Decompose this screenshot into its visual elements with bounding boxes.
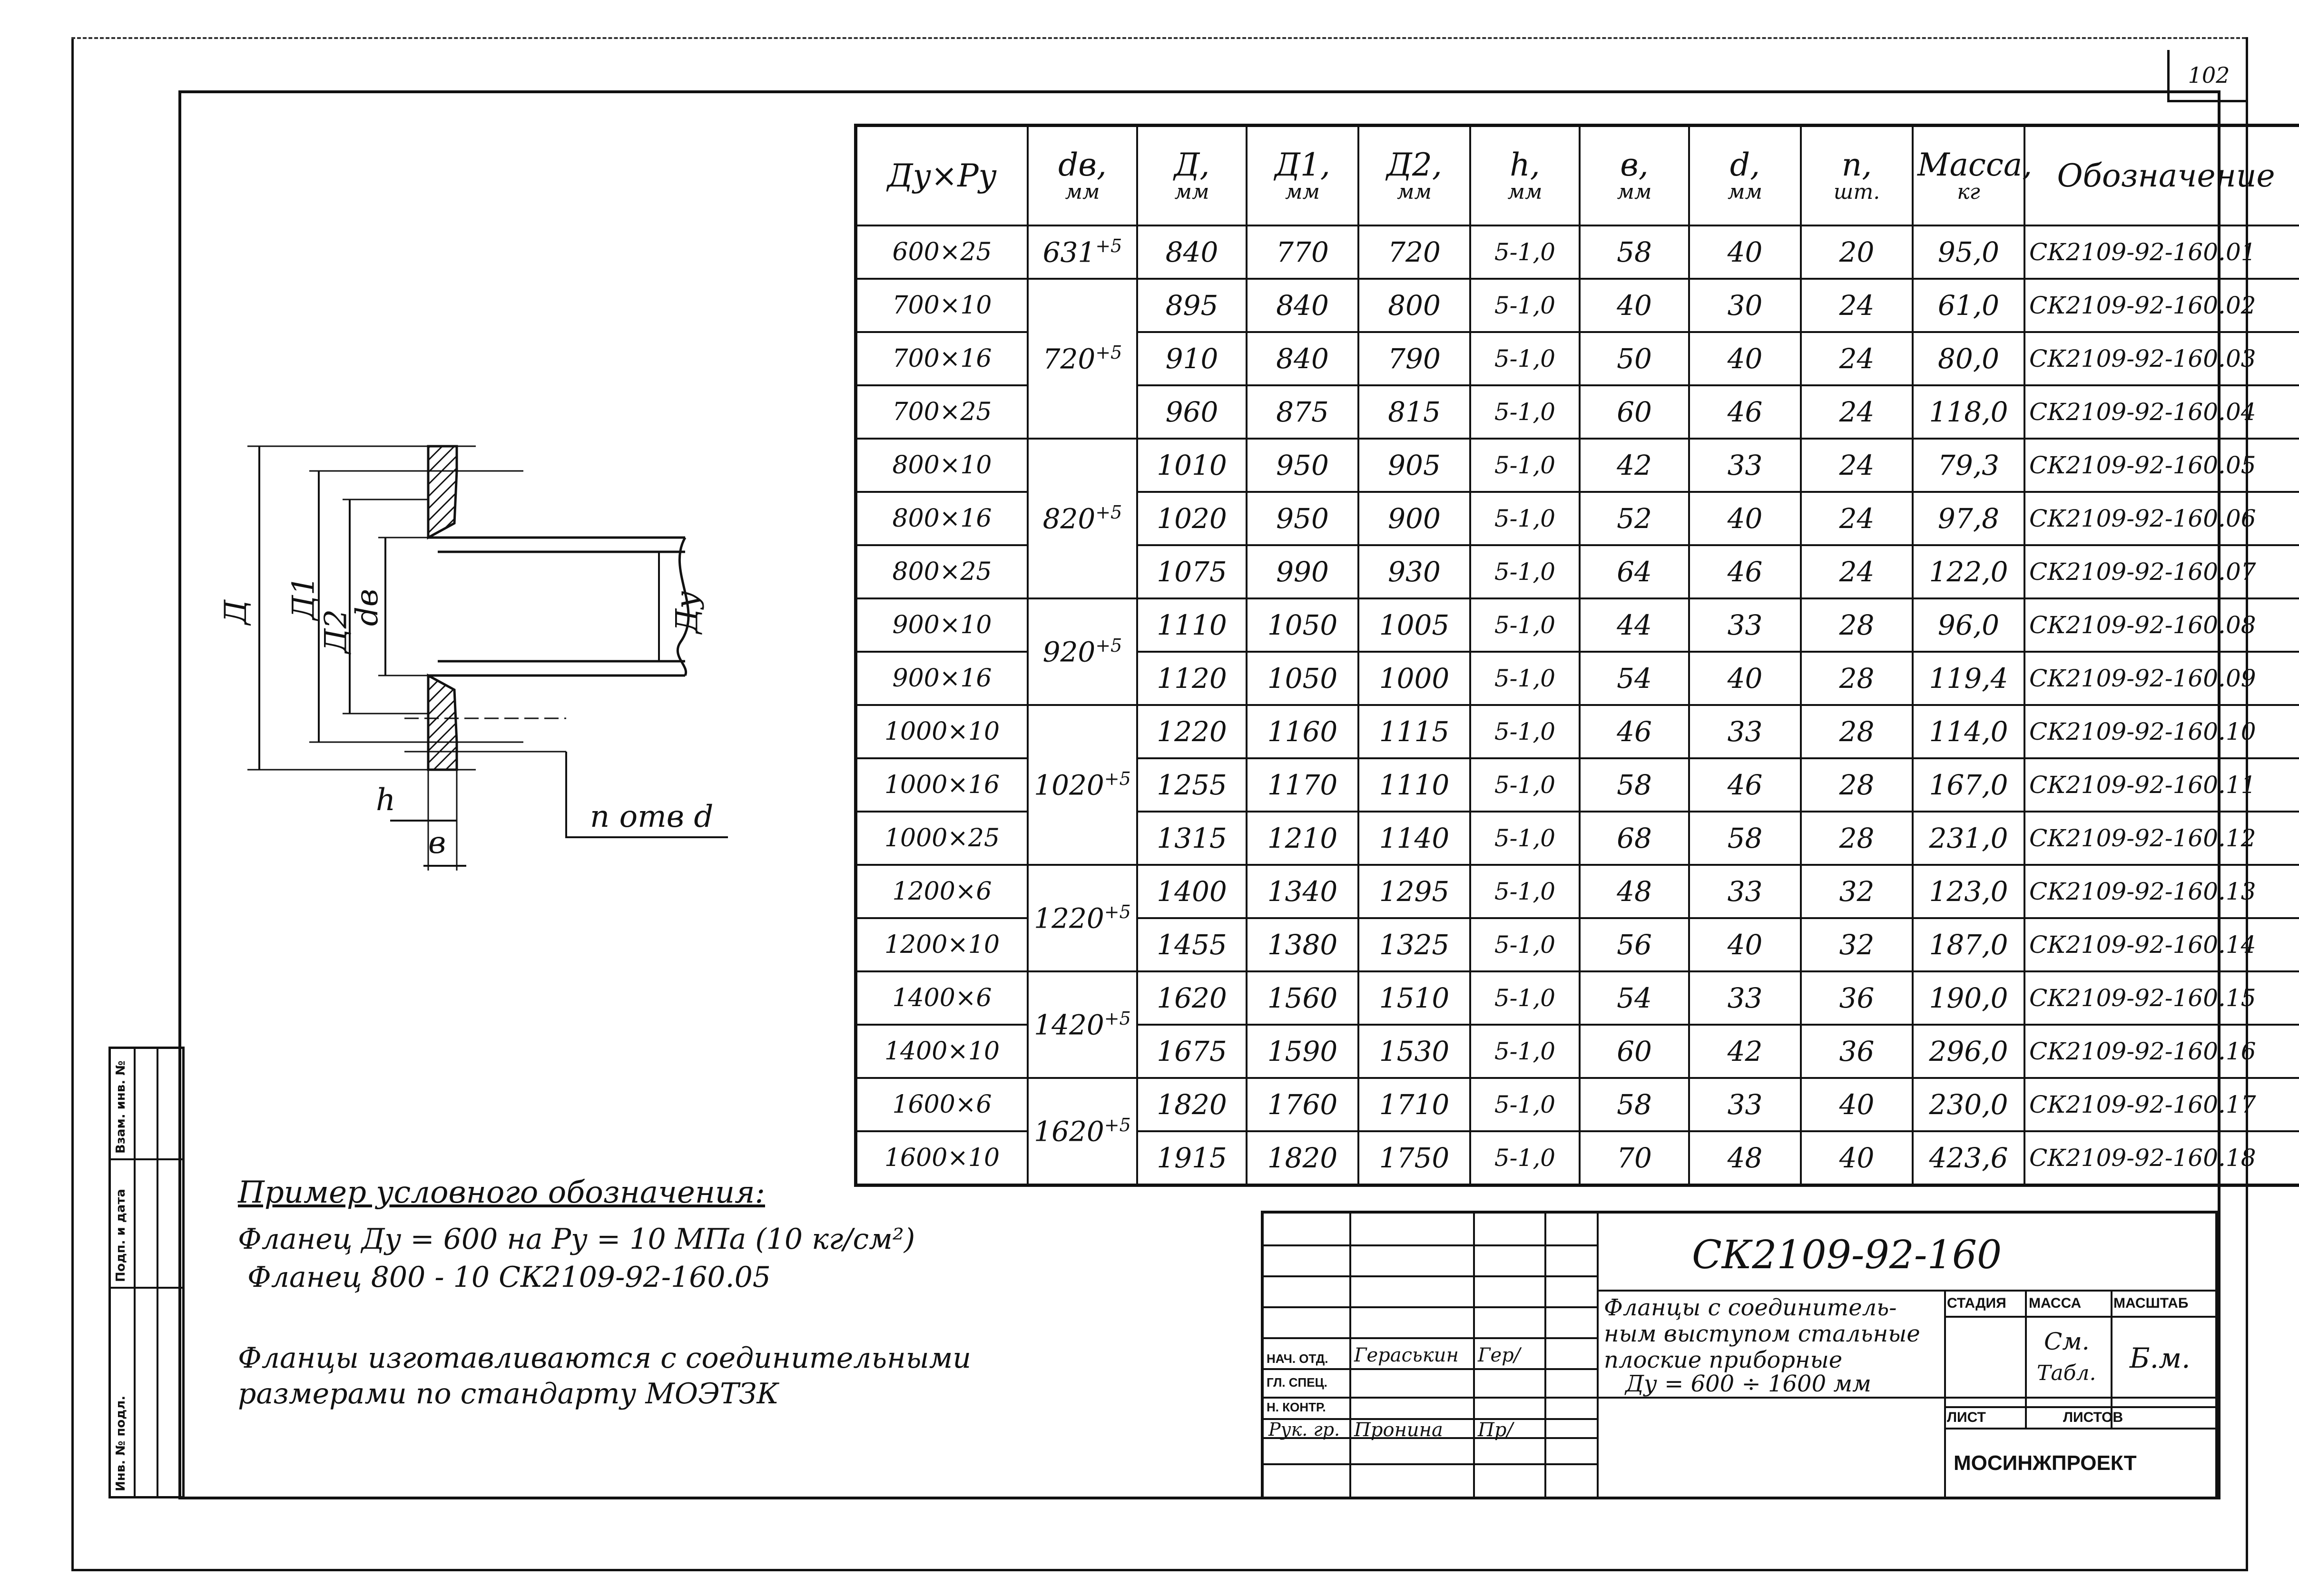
header-n: n, шт. bbox=[1801, 126, 1913, 226]
header-designation: Обозначение bbox=[2024, 126, 2299, 226]
cell-h: 5-1,0 bbox=[1470, 332, 1580, 385]
cell-b: 54 bbox=[1580, 971, 1689, 1025]
cell-D: 1010 bbox=[1137, 439, 1247, 492]
cell-d: 42 bbox=[1689, 1025, 1801, 1078]
cell-b: 52 bbox=[1580, 492, 1689, 545]
cell-D2: 1000 bbox=[1358, 652, 1470, 705]
cell-dn: 1400×10 bbox=[856, 1025, 1028, 1078]
table-row bbox=[856, 865, 2299, 918]
cell-n: 28 bbox=[1801, 705, 1913, 758]
signer-role: Н. КОНТР. bbox=[1267, 1400, 1326, 1414]
header-dv: dв, мм bbox=[1028, 126, 1137, 226]
cell-D2: 790 bbox=[1358, 332, 1470, 385]
cell-D1: 990 bbox=[1247, 545, 1358, 598]
cell-dv: $1620^{+5}$ bbox=[1028, 1078, 1137, 1185]
cell-mass: 79,3 bbox=[1913, 439, 2024, 492]
table-row bbox=[856, 225, 2299, 279]
label-Dy: Ду bbox=[669, 591, 705, 634]
cell-b: 54 bbox=[1580, 652, 1689, 705]
cell-dn: 800×16 bbox=[856, 492, 1028, 545]
cell-D2: 1750 bbox=[1358, 1131, 1470, 1185]
cell-n: 28 bbox=[1801, 652, 1913, 705]
header-d: d, мм bbox=[1689, 126, 1801, 226]
cell-designation: СК2109-92-160.16 bbox=[2024, 1025, 2299, 1078]
stamp-replacement-inv: Взам. инв. № bbox=[114, 1060, 128, 1154]
cell-d: 58 bbox=[1689, 812, 1801, 865]
manufacture-note-line-2: размерами по стандарту МОЭТЗК bbox=[238, 1377, 779, 1410]
cell-dn: 900×10 bbox=[856, 598, 1028, 652]
flange-section-svg bbox=[190, 419, 809, 894]
cell-b: 48 bbox=[1580, 865, 1689, 918]
cell-designation: СК2109-92-160.12 bbox=[2024, 812, 2299, 865]
cell-b: 46 bbox=[1580, 705, 1689, 758]
stage-label: СТАДИЯ bbox=[1947, 1295, 2006, 1311]
cell-n: 24 bbox=[1801, 545, 1913, 598]
cell-mass: 230,0 bbox=[1913, 1078, 2024, 1131]
cell-d: 40 bbox=[1689, 492, 1801, 545]
cell-D: 1455 bbox=[1137, 918, 1247, 971]
cell-designation: СК2109-92-160.10 bbox=[2024, 705, 2299, 758]
cell-dn: 700×16 bbox=[856, 332, 1028, 385]
cell-h: 5-1,0 bbox=[1470, 652, 1580, 705]
label-b: в bbox=[428, 825, 446, 861]
cell-designation: СК2109-92-160.01 bbox=[2024, 225, 2299, 279]
cell-designation: СК2109-92-160.14 bbox=[2024, 918, 2299, 971]
cell-D: 960 bbox=[1137, 385, 1247, 439]
cell-designation: СК2109-92-160.07 bbox=[2024, 545, 2299, 598]
header-h: h, мм bbox=[1470, 126, 1580, 226]
cell-D1: 1050 bbox=[1247, 598, 1358, 652]
cell-h: 5-1,0 bbox=[1470, 812, 1580, 865]
cell-D: 840 bbox=[1137, 225, 1247, 279]
cell-mass: 190,0 bbox=[1913, 971, 2024, 1025]
title-block bbox=[1261, 1211, 2218, 1499]
cell-mass: 231,0 bbox=[1913, 812, 2024, 865]
cell-mass: 97,8 bbox=[1913, 492, 2024, 545]
cell-D1: 840 bbox=[1247, 332, 1358, 385]
flange-upper-section bbox=[428, 446, 457, 538]
cell-D: 1255 bbox=[1137, 758, 1247, 812]
cell-D: 1820 bbox=[1137, 1078, 1247, 1131]
cell-D: 1400 bbox=[1137, 865, 1247, 918]
cell-h: 5-1,0 bbox=[1470, 598, 1580, 652]
cell-dn: 700×25 bbox=[856, 385, 1028, 439]
cell-designation: СК2109-92-160.06 bbox=[2024, 492, 2299, 545]
scale-value: Б.м. bbox=[2130, 1342, 2191, 1374]
cell-mass: 80,0 bbox=[1913, 332, 2024, 385]
cell-d: 40 bbox=[1689, 225, 1801, 279]
cell-designation: СК2109-92-160.11 bbox=[2024, 758, 2299, 812]
cell-dn: 800×10 bbox=[856, 439, 1028, 492]
label-dv: dв bbox=[350, 588, 385, 627]
cell-dn: 1200×10 bbox=[856, 918, 1028, 971]
cell-designation: СК2109-92-160.02 bbox=[2024, 279, 2299, 332]
cell-mass: 114,0 bbox=[1913, 705, 2024, 758]
example-line-1: Фланец Ду = 600 на Ру = 10 МПа (10 кг/см²) bbox=[238, 1223, 915, 1256]
cell-n: 40 bbox=[1801, 1078, 1913, 1131]
table-row bbox=[856, 439, 2299, 492]
cell-h: 5-1,0 bbox=[1470, 971, 1580, 1025]
left-margin-stamp bbox=[108, 1047, 185, 1498]
cell-h: 5-1,0 bbox=[1470, 439, 1580, 492]
cell-b: 58 bbox=[1580, 1078, 1689, 1131]
cell-mass: 61,0 bbox=[1913, 279, 2024, 332]
cell-D2: 930 bbox=[1358, 545, 1470, 598]
sheet-label: ЛИСТ bbox=[1947, 1410, 1986, 1425]
cell-dv: $1220^{+5}$ bbox=[1028, 865, 1137, 971]
table-row bbox=[856, 598, 2299, 652]
example-line-2: Фланец 800 - 10 СК2109-92-160.05 bbox=[247, 1261, 771, 1294]
cell-D: 1315 bbox=[1137, 812, 1247, 865]
cell-D2: 1115 bbox=[1358, 705, 1470, 758]
cell-b: 40 bbox=[1580, 279, 1689, 332]
cell-designation: СК2109-92-160.18 bbox=[2024, 1131, 2299, 1185]
cell-D1: 770 bbox=[1247, 225, 1358, 279]
cell-D: 910 bbox=[1137, 332, 1247, 385]
table-row bbox=[856, 705, 2299, 758]
cell-dv: $920^{+5}$ bbox=[1028, 598, 1137, 705]
table-header-row bbox=[856, 126, 2299, 226]
cell-n: 36 bbox=[1801, 1025, 1913, 1078]
cell-h: 5-1,0 bbox=[1470, 705, 1580, 758]
document-name-line-4: Ду = 600 ÷ 1600 мм bbox=[1625, 1371, 1871, 1397]
example-title: Пример условного обозначения: bbox=[238, 1175, 765, 1210]
cell-dv: $1020^{+5}$ bbox=[1028, 705, 1137, 865]
cell-D2: 1005 bbox=[1358, 598, 1470, 652]
cell-b: 68 bbox=[1580, 812, 1689, 865]
cell-D2: 1110 bbox=[1358, 758, 1470, 812]
cell-dn: 900×16 bbox=[856, 652, 1028, 705]
cell-d: 33 bbox=[1689, 1078, 1801, 1131]
cell-b: 44 bbox=[1580, 598, 1689, 652]
cell-D1: 950 bbox=[1247, 439, 1358, 492]
cell-n: 24 bbox=[1801, 492, 1913, 545]
cell-mass: 123,0 bbox=[1913, 865, 2024, 918]
sheet-number: 102 bbox=[2167, 50, 2248, 102]
cell-b: 56 bbox=[1580, 918, 1689, 971]
cell-D2: 900 bbox=[1358, 492, 1470, 545]
mass-value-line-2: Табл. bbox=[2037, 1361, 2096, 1385]
cell-designation: СК2109-92-160.03 bbox=[2024, 332, 2299, 385]
cell-d: 46 bbox=[1689, 385, 1801, 439]
header-b: в, мм bbox=[1580, 126, 1689, 226]
cell-D1: 1380 bbox=[1247, 918, 1358, 971]
flange-lower-section bbox=[428, 676, 457, 770]
cell-D1: 840 bbox=[1247, 279, 1358, 332]
table-row bbox=[856, 279, 2299, 332]
cell-d: 40 bbox=[1689, 332, 1801, 385]
cell-b: 58 bbox=[1580, 758, 1689, 812]
cell-h: 5-1,0 bbox=[1470, 545, 1580, 598]
cell-designation: СК2109-92-160.04 bbox=[2024, 385, 2299, 439]
cell-h: 5-1,0 bbox=[1470, 865, 1580, 918]
label-h: h bbox=[376, 783, 396, 818]
cell-h: 5-1,0 bbox=[1470, 758, 1580, 812]
cell-b: 60 bbox=[1580, 1025, 1689, 1078]
cell-dn: 1000×25 bbox=[856, 812, 1028, 865]
flange-dimensions-table bbox=[854, 124, 2299, 1187]
cell-D1: 1170 bbox=[1247, 758, 1358, 812]
document-name-line-1: Фланцы с соединитель- bbox=[1604, 1294, 1897, 1321]
table-row bbox=[856, 971, 2299, 1025]
cell-designation: СК2109-92-160.13 bbox=[2024, 865, 2299, 918]
cell-D1: 1590 bbox=[1247, 1025, 1358, 1078]
signer-signature: Гер/ bbox=[1478, 1344, 1521, 1366]
cell-mass: 187,0 bbox=[1913, 918, 2024, 971]
cell-mass: 119,4 bbox=[1913, 652, 2024, 705]
header-D1: Д1, мм bbox=[1247, 126, 1358, 226]
signer-role: НАЧ. ОТД. bbox=[1267, 1351, 1328, 1366]
cell-h: 5-1,0 bbox=[1470, 279, 1580, 332]
cell-D: 1620 bbox=[1137, 971, 1247, 1025]
cell-h: 5-1,0 bbox=[1470, 385, 1580, 439]
cell-n: 24 bbox=[1801, 385, 1913, 439]
cell-d: 33 bbox=[1689, 705, 1801, 758]
label-D1: Д1 bbox=[286, 576, 322, 620]
cell-D: 1915 bbox=[1137, 1131, 1247, 1185]
cell-D1: 1340 bbox=[1247, 865, 1358, 918]
cell-dv: $820^{+5}$ bbox=[1028, 439, 1137, 598]
cell-D: 1120 bbox=[1137, 652, 1247, 705]
cell-D2: 800 bbox=[1358, 279, 1470, 332]
header-D: Д, мм bbox=[1137, 126, 1247, 226]
cell-n: 20 bbox=[1801, 225, 1913, 279]
sheet-outer-top-edge bbox=[71, 37, 2246, 39]
cell-D2: 1295 bbox=[1358, 865, 1470, 918]
document-name-line-2: ным выступом стальные bbox=[1604, 1321, 1920, 1347]
header-mass: Масса, кг bbox=[1913, 126, 2024, 226]
signer-name: Гераськин bbox=[1354, 1344, 1459, 1366]
cell-D: 1020 bbox=[1137, 492, 1247, 545]
cell-D1: 1820 bbox=[1247, 1131, 1358, 1185]
document-code: СК2109-92-160 bbox=[1692, 1233, 2002, 1278]
cell-b: 42 bbox=[1580, 439, 1689, 492]
cell-dn: 1600×10 bbox=[856, 1131, 1028, 1185]
cell-b: 60 bbox=[1580, 385, 1689, 439]
signer-name: Пронина bbox=[1354, 1419, 1443, 1441]
header-dn-pn: Ду×Ру bbox=[856, 126, 1028, 226]
signer-role: Рук. гр. bbox=[1268, 1419, 1340, 1440]
cell-D2: 1140 bbox=[1358, 812, 1470, 865]
cell-D: 1110 bbox=[1137, 598, 1247, 652]
cell-D1: 1760 bbox=[1247, 1078, 1358, 1131]
cell-b: 58 bbox=[1580, 225, 1689, 279]
cell-D2: 1510 bbox=[1358, 971, 1470, 1025]
cell-D1: 1560 bbox=[1247, 971, 1358, 1025]
cell-h: 5-1,0 bbox=[1470, 492, 1580, 545]
cell-dn: 600×25 bbox=[856, 225, 1028, 279]
cell-D: 1220 bbox=[1137, 705, 1247, 758]
cell-dv: $631^{+5}$ bbox=[1028, 225, 1137, 279]
cell-designation: СК2109-92-160.09 bbox=[2024, 652, 2299, 705]
cell-D: 1675 bbox=[1137, 1025, 1247, 1078]
cell-dv: $720^{+5}$ bbox=[1028, 279, 1137, 439]
cell-d: 40 bbox=[1689, 918, 1801, 971]
cell-dn: 800×25 bbox=[856, 545, 1028, 598]
cell-D1: 1210 bbox=[1247, 812, 1358, 865]
cell-n: 28 bbox=[1801, 598, 1913, 652]
stamp-signature-date: Подп. и дата bbox=[114, 1189, 128, 1282]
cell-D1: 1160 bbox=[1247, 705, 1358, 758]
cell-D1: 875 bbox=[1247, 385, 1358, 439]
cell-dn: 1200×6 bbox=[856, 865, 1028, 918]
cell-designation: СК2109-92-160.17 bbox=[2024, 1078, 2299, 1131]
cell-d: 33 bbox=[1689, 598, 1801, 652]
cell-mass: 167,0 bbox=[1913, 758, 2024, 812]
scale-label: МАСШТАБ bbox=[2113, 1295, 2189, 1311]
cell-n: 24 bbox=[1801, 439, 1913, 492]
cell-n: 32 bbox=[1801, 865, 1913, 918]
cell-d: 46 bbox=[1689, 758, 1801, 812]
cell-n: 24 bbox=[1801, 279, 1913, 332]
mass-label: МАССА bbox=[2029, 1295, 2082, 1311]
cell-n: 28 bbox=[1801, 758, 1913, 812]
cell-D2: 815 bbox=[1358, 385, 1470, 439]
cell-D2: 720 bbox=[1358, 225, 1470, 279]
cell-D: 1075 bbox=[1137, 545, 1247, 598]
cell-D: 895 bbox=[1137, 279, 1247, 332]
signer-signature: Пр/ bbox=[1478, 1419, 1513, 1441]
cell-d: 46 bbox=[1689, 545, 1801, 598]
cell-mass: 95,0 bbox=[1913, 225, 2024, 279]
cell-dn: 1000×10 bbox=[856, 705, 1028, 758]
cell-b: 70 bbox=[1580, 1131, 1689, 1185]
cell-h: 5-1,0 bbox=[1470, 225, 1580, 279]
stamp-original-inv: Инв. № подл. bbox=[114, 1395, 128, 1491]
label-D2: Д2 bbox=[318, 609, 354, 654]
cell-dn: 700×10 bbox=[856, 279, 1028, 332]
cell-designation: СК2109-92-160.15 bbox=[2024, 971, 2299, 1025]
cell-dn: 1400×6 bbox=[856, 971, 1028, 1025]
cell-h: 5-1,0 bbox=[1470, 1131, 1580, 1185]
cell-d: 33 bbox=[1689, 439, 1801, 492]
cell-designation: СК2109-92-160.05 bbox=[2024, 439, 2299, 492]
cell-d: 40 bbox=[1689, 652, 1801, 705]
cell-D1: 1050 bbox=[1247, 652, 1358, 705]
mass-value-line-1: См. bbox=[2044, 1328, 2090, 1355]
cell-n: 32 bbox=[1801, 918, 1913, 971]
cell-n: 28 bbox=[1801, 812, 1913, 865]
cell-mass: 122,0 bbox=[1913, 545, 2024, 598]
cell-dn: 1000×16 bbox=[856, 758, 1028, 812]
cell-d: 48 bbox=[1689, 1131, 1801, 1185]
cell-mass: 96,0 bbox=[1913, 598, 2024, 652]
cell-D2: 1325 bbox=[1358, 918, 1470, 971]
cell-D1: 950 bbox=[1247, 492, 1358, 545]
cell-n: 40 bbox=[1801, 1131, 1913, 1185]
cell-n: 24 bbox=[1801, 332, 1913, 385]
cell-h: 5-1,0 bbox=[1470, 918, 1580, 971]
label-holes: n отв d bbox=[590, 799, 714, 834]
organization-name: МОСИНЖПРОЕКТ bbox=[1954, 1451, 2137, 1475]
label-D: Д bbox=[218, 599, 254, 625]
table-row bbox=[856, 1078, 2299, 1131]
flange-section-drawing bbox=[190, 419, 809, 894]
cell-d: 33 bbox=[1689, 971, 1801, 1025]
cell-D2: 1710 bbox=[1358, 1078, 1470, 1131]
document-name-line-3: плоские приборные bbox=[1604, 1347, 1843, 1373]
cell-h: 5-1,0 bbox=[1470, 1025, 1580, 1078]
cell-d: 30 bbox=[1689, 279, 1801, 332]
cell-D2: 905 bbox=[1358, 439, 1470, 492]
cell-mass: 296,0 bbox=[1913, 1025, 2024, 1078]
cell-d: 33 bbox=[1689, 865, 1801, 918]
signer-role: ГЛ. СПЕЦ. bbox=[1267, 1375, 1327, 1390]
cell-mass: 423,6 bbox=[1913, 1131, 2024, 1185]
cell-b: 50 bbox=[1580, 332, 1689, 385]
cell-mass: 118,0 bbox=[1913, 385, 2024, 439]
cell-dv: $1420^{+5}$ bbox=[1028, 971, 1137, 1078]
cell-h: 5-1,0 bbox=[1470, 1078, 1580, 1131]
cell-D2: 1530 bbox=[1358, 1025, 1470, 1078]
cell-b: 64 bbox=[1580, 545, 1689, 598]
cell-dn: 1600×6 bbox=[856, 1078, 1028, 1131]
header-D2: Д2, мм bbox=[1358, 126, 1470, 226]
manufacture-note-line-1: Фланцы изготавливаются с соединительными bbox=[238, 1341, 971, 1375]
sheets-label: ЛИСТОВ bbox=[2063, 1410, 2123, 1425]
cell-n: 36 bbox=[1801, 971, 1913, 1025]
cell-designation: СК2109-92-160.08 bbox=[2024, 598, 2299, 652]
